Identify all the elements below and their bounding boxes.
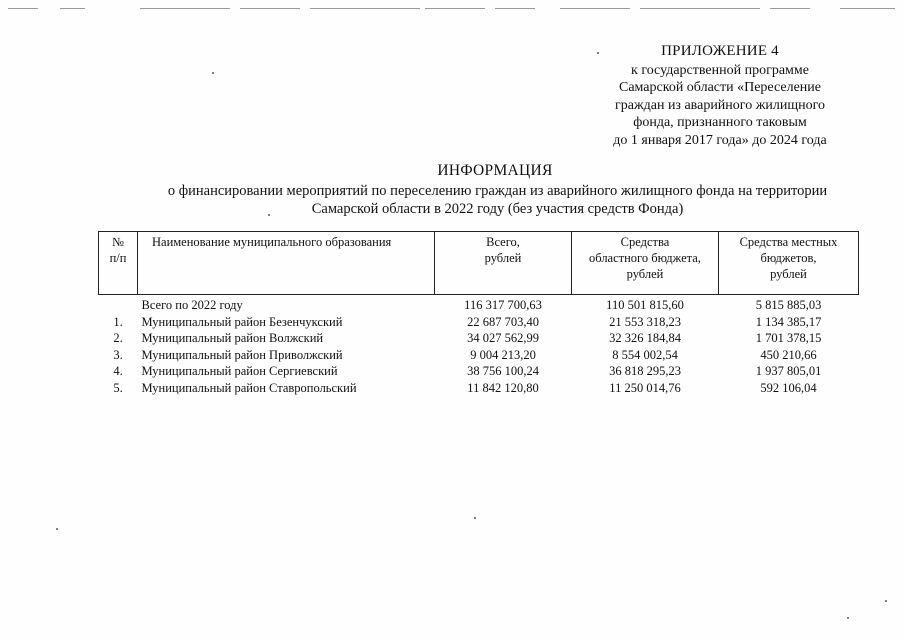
header-number-line: п/п [109, 251, 127, 265]
scan-speck [885, 600, 887, 602]
table-row [99, 314, 859, 331]
appendix-line: граждан из аварийного жилищного [614, 97, 825, 113]
scan-edge-artifacts [0, 8, 905, 10]
row-number: 5. [113, 380, 123, 395]
header-total [435, 232, 572, 295]
row-municipality: Муниципальный район Приволжский [141, 347, 343, 362]
row-number: 2. [113, 331, 123, 346]
row-total: 116 317 700,63 [464, 298, 542, 313]
scan-speck [268, 214, 270, 216]
header-regional-line: рублей [626, 267, 664, 281]
subtitle-line: Самарской области в 2022 году (без участия средств Фонда) [311, 201, 684, 217]
appendix-line: до 1 января 2017 года» до 2024 года [613, 132, 827, 148]
row-local: 1 701 378,15 [755, 331, 822, 346]
subtitle-line: о финансировании мероприятий по переселению граждан из аварийного жилищного фонда на территории [167, 183, 828, 199]
header-local-line: рублей [770, 267, 807, 281]
row-local: 450 210,66 [760, 347, 817, 362]
row-municipality: Муниципальный район Безенчукский [141, 314, 343, 329]
appendix-title: ПРИЛОЖЕНИЕ 4 [661, 43, 779, 59]
row-regional: 21 553 318,23 [609, 314, 681, 329]
table-row [99, 363, 859, 380]
header-local-budgets [719, 232, 859, 295]
appendix-line: Самарской области «Переселение [618, 80, 821, 95]
table-header-row [99, 232, 859, 295]
header-regional-line: областного бюджета, [589, 251, 701, 265]
row-number [99, 295, 138, 314]
document-title: ИНФОРМАЦИЯ [437, 162, 553, 179]
row-regional: 11 250 014,76 [609, 380, 681, 395]
header-regional-budget [572, 232, 719, 295]
financing-table [98, 231, 859, 396]
header-total-line: Всего, [486, 235, 520, 249]
header-local-line: Средства местных [739, 235, 838, 249]
scan-speck [847, 617, 849, 619]
appendix-line: фонда, признанного таковым [633, 115, 807, 130]
header-regional-line: Средства [620, 235, 670, 249]
row-local: 5 815 885,03 [755, 298, 822, 313]
row-total: 9 004 213,20 [470, 347, 536, 362]
row-number: 3. [113, 347, 123, 362]
row-number: 1. [113, 314, 123, 329]
row-regional: 110 501 815,60 [606, 298, 684, 313]
row-regional: 36 818 295,23 [609, 364, 681, 379]
header-number-line: № [112, 235, 124, 249]
row-municipality: Муниципальный район Волжский [141, 331, 324, 346]
scan-speck [212, 72, 214, 74]
appendix-header [590, 43, 850, 149]
table-row [99, 380, 859, 397]
row-municipality: Всего по 2022 году [141, 298, 243, 313]
row-municipality: Муниципальный район Сергиевский [141, 364, 338, 379]
row-local: 1 937 805,01 [755, 364, 822, 379]
row-total: 11 842 120,80 [467, 380, 539, 395]
row-total: 34 027 562,99 [467, 331, 539, 346]
row-total: 22 687 703,40 [467, 314, 539, 329]
document-subtitle [100, 182, 895, 218]
header-number [99, 232, 138, 295]
scan-speck [474, 517, 476, 519]
row-regional: 8 554 002,54 [612, 347, 678, 362]
row-local: 1 134 385,17 [755, 314, 822, 329]
scan-speck [597, 52, 599, 54]
table-row [99, 347, 859, 364]
row-local: 592 106,04 [760, 380, 817, 395]
row-municipality: Муниципальный район Ставропольский [141, 380, 357, 395]
row-regional: 32 326 184,84 [609, 331, 681, 346]
row-number: 4. [113, 364, 123, 379]
appendix-line: к государственной программе [631, 62, 809, 78]
header-local-line: бюджетов, [760, 251, 817, 265]
scan-speck [56, 528, 58, 530]
row-total: 38 756 100,24 [467, 364, 539, 379]
header-total-line: рублей [484, 251, 522, 265]
header-municipality: Наименование муниципального образования [138, 232, 435, 295]
table-row [99, 330, 859, 347]
table-row-total [99, 295, 859, 314]
